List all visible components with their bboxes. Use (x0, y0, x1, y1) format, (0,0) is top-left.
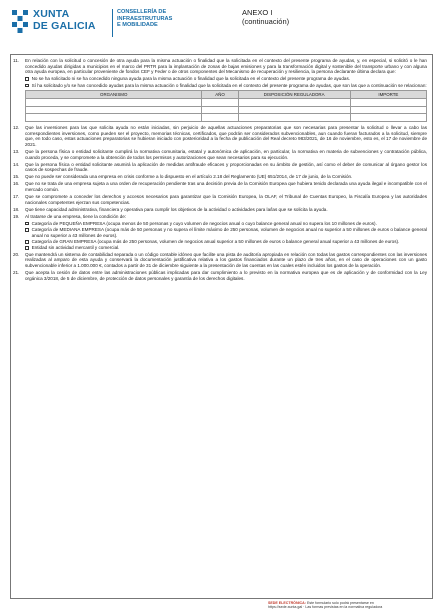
page-footer (268, 601, 433, 609)
dept-line-2: INFRAESTRUTURAS (117, 15, 173, 22)
table-cell[interactable] (238, 99, 350, 107)
item11-option-no[interactable] (25, 76, 427, 82)
table-cell[interactable] (202, 114, 238, 122)
item19-option-gran[interactable] (25, 239, 427, 245)
checkbox[interactable] (25, 246, 29, 250)
item19-option-mediana[interactable] (25, 227, 427, 238)
declaration-15 (13, 174, 427, 180)
annex-subtitle: (continuación) (242, 17, 290, 26)
item-text: Que las inversiones para las que solicita ayuda no están iniciadas, sin perjuicio de aquellas actuaciones preparatorias que son necesarias para presentar la solicitud o llevar a cabo las correspondientes inversiones, como pueden ser el proyecto, memorias técnicas, certificados, que podrán ser considerados subvencionables, aun cuando fueran facturados a la solicitud, siempre que, en todo caso, estas actuaciones preparatorias se hubieran iniciado con posterioridad a la fecha de publicación del Real decreto 983/2021, de 16 de noviembre, esto es, el 17 de noviembre de 2021. (25, 124, 427, 148)
table-cell[interactable] (26, 99, 202, 107)
xunta-emblem-icon (10, 8, 30, 38)
item-number: 14. (13, 161, 20, 167)
declaration-19 (13, 214, 427, 220)
option-text: Categoría de MEDIANA EMPRESA (ocupa más de 50 personas y no supera el límite máximo de 250 personas, volumen de negocios anual no superior a 50 millones de euros o balance general anual no superior a 43 millones de euros). (31, 227, 427, 238)
item11-option-yes[interactable] (25, 83, 427, 89)
item-number: 21. (13, 270, 20, 276)
declaration-17 (13, 194, 427, 205)
option-text: Categoría de GRAN EMPRESA (ocupa más de 250 personas, volumen de negocios anual superior a 50 millones de euros o balance general anual superior a 43 millones de euros). (31, 239, 400, 245)
table-cell[interactable] (202, 106, 238, 114)
item-text: Que no puede ser considerada una empresa en crisis conforme a lo dispuesto en el artículo 2.18 del Reglamento (UE) 651/2014, de 17 de junio, de la Comisión. (25, 174, 353, 180)
item-text: Que no se trata de una empresa sujeta a una orden de recuperación pendiente tras una decisión previa de la Comisión Europea que hubiera tenido declarada una ayuda ilegal e incompatible con el mercado común. (25, 181, 427, 193)
checkbox[interactable] (25, 84, 29, 88)
item-number: 11. (13, 58, 20, 63)
item-text: En relación con la solicitud o concesión de otra ayuda para la misma actuación o finalidad que la solicitada en el contexto del presente programa de ayudas, y, en especial, si solicitó o le han concedido ayudas dirigidas a municipios en el marco del PRTR para la implantación de zonas de bajas emisiones y para la transformación digital y sostenible del transporte urbano y con alguna otra ayuda europea, en particular proveniente de fondos CEF y Feder o de otros componentes del Mecanismo de recuperación y resiliencia, la persona declarante última declara que: (25, 58, 427, 75)
declaration-21 (13, 270, 427, 281)
table-cell[interactable] (26, 106, 202, 114)
item-number: 12. (13, 124, 20, 130)
table-row (26, 99, 427, 107)
item-number: 17. (13, 194, 20, 200)
logo-line-2: DE GALICIA (33, 20, 96, 32)
footer-label: SEDE ELECTRÓNICA: (268, 601, 306, 605)
item-text: Que se compromete a conceder los derechos y accesos necesarios para garantizar que la Comisión Europea, la OLAF, el Tribunal de Cuentas Europeo, la Fiscalía Europea y las autoridades nacionales competentes ejerzan sus competencias. (25, 194, 427, 205)
table-cell[interactable] (26, 114, 202, 122)
option-text: Sí ha solicitado y/o se han concedido ayudas para la misma actuación o finalidad que la solicitada en el contexto del presente programa de ayudas, que son las que a continuación se relacionan: (31, 82, 427, 88)
table-cell[interactable] (350, 106, 426, 114)
footer-line-2: https://sede.xunta.gal · Las formas previstas en la normativa reguladora (268, 605, 383, 610)
item-text: Que mantendrá un sistema de contabilidad separada o un código contable idóneo que facilite una pista de auditoría apropiada en relación con todas las gastos correspondientes con las inversiones realizadas al amparo de esta ayuda y conservará la documentación justificativa relativa a los gastos financiados durante un plazo de tres años, en el caso de operaciones con un gasto subvencionable inferior a 1.000.000 €, contados a partir de 31 de diciembre siguiente a la presentación de las cuentas en las cuales estén incluidos los gastos de la operación. (25, 251, 427, 269)
option-text: Categoría de PEQUEÑA EMPRESA (ocupa menos de 50 personas y cuyo volumen de negocios anual o cuyo balance general anual no supera los 10 millones de euros). (31, 220, 377, 226)
item-number: 18. (13, 206, 20, 212)
item-number: 20. (13, 251, 20, 257)
checkbox[interactable] (25, 240, 29, 244)
checkbox[interactable] (25, 228, 29, 232)
item-number: 19. (13, 213, 20, 219)
col-importe: IMPORTE (350, 91, 426, 99)
table-row (26, 106, 427, 114)
item-number: 15. (13, 174, 20, 180)
table-cell[interactable] (202, 99, 238, 107)
item19-option-sin-actividad[interactable] (25, 245, 427, 251)
declaration-16 (13, 181, 427, 192)
table-cell[interactable] (238, 114, 350, 122)
declaration-14 (13, 162, 427, 173)
page-header (10, 5, 430, 49)
declaration-18 (13, 207, 427, 213)
table-cell[interactable] (350, 114, 426, 122)
declaration-12 (13, 125, 427, 148)
item19-option-pequena[interactable] (25, 221, 427, 227)
logo-wordmark (33, 8, 96, 32)
table-row (26, 114, 427, 122)
table-header-row (26, 91, 427, 99)
checkbox[interactable] (25, 77, 29, 81)
department-name (117, 9, 207, 29)
col-disposicion: DISPOSICIÓN REGULADORA (238, 91, 350, 99)
footer-line-1: Este formulario solo podrá presentarse en (306, 601, 374, 605)
checkbox[interactable] (25, 222, 29, 226)
option-text: No se ha solicitado ni se ha concedido ninguna ayuda para la misma actuación o finalidad que la solicitada en el contexto del presente programa de ayudas. (31, 76, 351, 82)
logo-line-1: XUNTA (33, 8, 70, 20)
logo-divider (112, 9, 113, 37)
option-text: Entidad sin actividad mercantil y comercial. (31, 245, 120, 251)
declaration-11 (13, 58, 427, 75)
dept-line-1: CONSELLERÍA DE (117, 9, 167, 15)
declarations-list (13, 58, 427, 283)
aid-table (25, 90, 427, 122)
item-text: Al tratarse de una empresa, tiene la condición de: (25, 213, 127, 219)
item-text: Que tiene capacidad administrativa, financiera y operativa para cumplir los objetivos de la actividad o actividades para la/las que se solicita la ayuda. (25, 206, 328, 212)
table-cell[interactable] (238, 106, 350, 114)
item-text: Que la persona física o entidad solicitante asumirá la aplicación de medidas antifraude eficaces y proporcionadas en su ámbito de gestión, así como el deber de comunicar al órgano gestor los casos de sospechas de fraude. (25, 161, 427, 173)
dept-line-3: E MOBILIDADE (117, 22, 158, 29)
annex-title: ANEXO I (242, 8, 273, 17)
col-organismo: ORGANISMO (26, 91, 202, 99)
item-text: Que acepta la cesión de datos entre las administraciones públicas implicadas para dar cumplimiento a lo previsto en la normativa europea que es de aplicación y de conformidad con la Ley orgánica 3/2018, de 5 de diciembre, de protección de datos personales y garantía de los derechos digitales. (25, 270, 427, 281)
declaration-20 (13, 252, 427, 269)
item-number: 16. (13, 181, 20, 187)
annex-heading (242, 8, 289, 26)
item-number: 13. (13, 149, 20, 155)
item-text: Que la persona física o entidad solicitante cumplirá la normativa comunitaria, estatal y autonómica de aplicación, en particular, la normativa en materia de subvenciones y contratación pública, cuando proceda, y se compromete a la obtención de todos los permisos y autorizaciones que sean necesarios para su ejecución. (25, 149, 427, 160)
col-ano: AÑO (202, 91, 238, 99)
declaration-13 (13, 149, 427, 160)
table-cell[interactable] (350, 99, 426, 107)
xunta-logo (10, 5, 210, 43)
